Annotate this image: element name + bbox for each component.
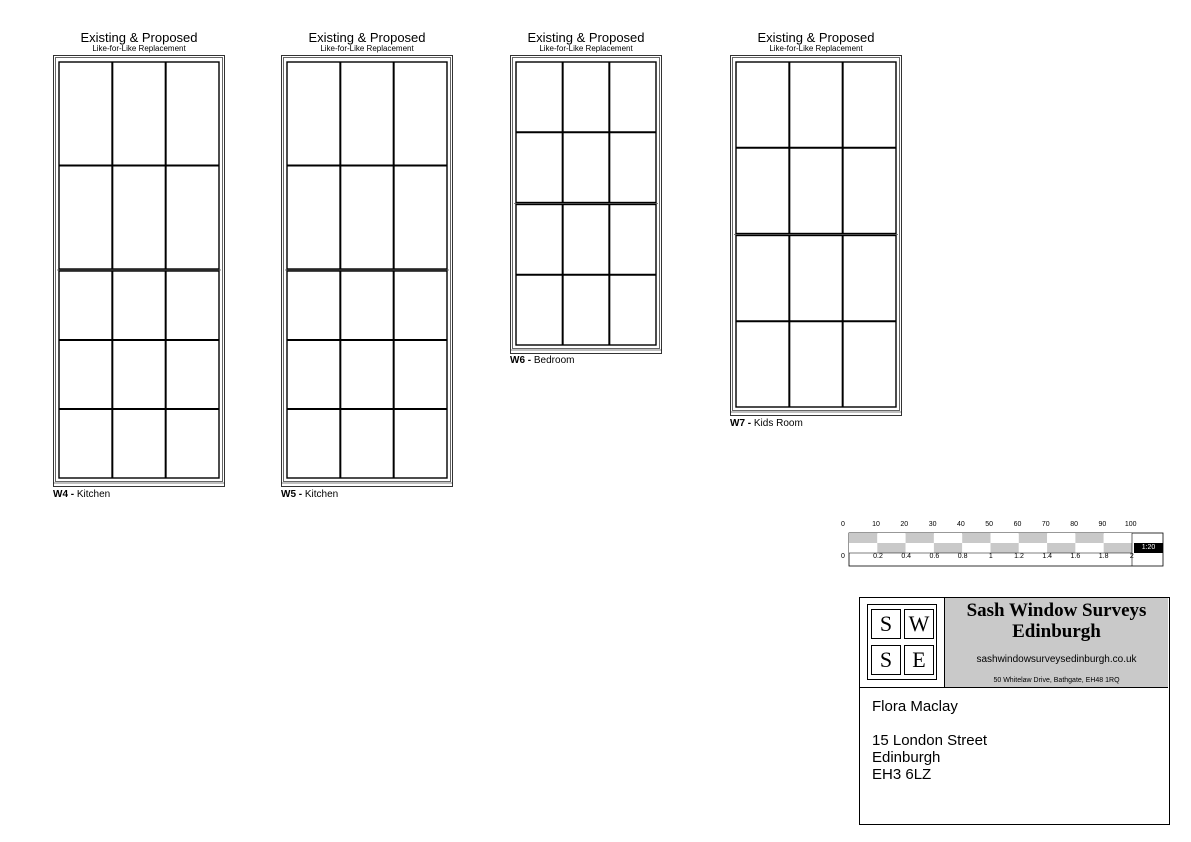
scale-bar-graphic xyxy=(838,518,1168,570)
scale-top-label: 40 xyxy=(956,521,965,528)
scale-bar-segment-bottom xyxy=(906,543,934,553)
scale-top-label: 100 xyxy=(1124,521,1137,528)
w6-room: Bedroom xyxy=(533,355,575,366)
client-address-line1: 15 London Street xyxy=(872,732,988,749)
scale-top-label: 80 xyxy=(1070,521,1078,528)
scale-top-label: 30 xyxy=(928,521,937,528)
scale-bar-segment-top xyxy=(1075,533,1103,543)
logo-cell-e: E xyxy=(904,645,934,675)
w7-id: W7 xyxy=(730,418,745,429)
scale-bottom-label: 1.8 xyxy=(1098,553,1109,560)
w4-subtitle-text: Like-for-Like Replacement xyxy=(92,44,186,53)
company-panel xyxy=(945,598,1168,687)
company-name xyxy=(945,600,1168,642)
scale-bar-segment-top xyxy=(906,533,934,543)
scale-bar-segment-bottom xyxy=(877,543,905,553)
w7-title xyxy=(730,31,902,53)
w7-subtitle-text: Like-for-Like Replacement xyxy=(769,44,863,53)
w6-subtitle-text: Like-for-Like Replacement xyxy=(539,44,633,53)
scale-bar-segment-top xyxy=(1104,533,1132,543)
title-block xyxy=(859,597,1170,825)
scale-bar-segment-top xyxy=(962,533,990,543)
w4-title-text: Existing & Proposed xyxy=(80,30,198,45)
w6-elevation-drawing xyxy=(510,55,662,354)
logo-cell-s1: S xyxy=(871,609,901,639)
company-name-line1: Sash Window Surveys xyxy=(966,600,1147,621)
company-name-line2: Edinburgh xyxy=(1012,621,1101,642)
w5-id: W5 xyxy=(281,489,296,500)
scale-ratio: 1:20 xyxy=(1141,544,1156,551)
w4-lower-sash-frame xyxy=(59,271,219,478)
scale-bar-segment-bottom xyxy=(1047,543,1075,553)
scale-bar-segment-top xyxy=(991,533,1019,543)
w5-lower-sash-frame xyxy=(287,271,447,478)
w4-id: W4 xyxy=(53,489,68,500)
scale-bar-segment-bottom xyxy=(991,543,1019,553)
scale-bar-segment-bottom xyxy=(934,543,962,553)
client-spacer xyxy=(872,715,987,732)
w6-label: W6 - Bedroom xyxy=(510,355,575,366)
w7-label: W7 - Kids Room xyxy=(730,418,803,429)
w4-elevation-drawing xyxy=(53,55,225,487)
scale-top-label: 10 xyxy=(872,521,880,528)
scale-bar-segment-bottom xyxy=(1104,543,1132,553)
logo-cell-w: W xyxy=(904,609,934,639)
w4-label: W4 - Kitchen xyxy=(53,489,111,500)
scale-bar-segment-top xyxy=(934,533,962,543)
scale-bar-segment-bottom xyxy=(1019,543,1047,553)
scale-bar-segment-top xyxy=(877,533,905,543)
logo-cell-s2: S xyxy=(871,645,901,675)
scale-bottom-label: 1 xyxy=(988,553,993,560)
scale-bar-segment-top xyxy=(1019,533,1047,543)
scale-bar-segment-bottom xyxy=(962,543,990,553)
w5-title xyxy=(281,31,453,53)
scale-bottom-label: 1.2 xyxy=(1014,553,1024,560)
scale-bottom-label: 1.4 xyxy=(1042,553,1053,560)
scale-bar-segment-bottom xyxy=(849,543,877,553)
scale-bottom-label: 2 xyxy=(1129,553,1134,560)
w5-label: W5 - Kitchen xyxy=(281,489,339,500)
scale-top-label: 50 xyxy=(985,521,994,528)
swse-logo xyxy=(860,598,945,687)
client-name: Flora Maclay xyxy=(872,698,958,715)
w4-title xyxy=(53,31,225,53)
w5-elevation-drawing xyxy=(281,55,453,487)
w6-id: W6 xyxy=(510,355,525,366)
scale-bottom-label: 0.2 xyxy=(873,553,883,560)
client-details xyxy=(872,698,987,783)
w5-title-text: Existing & Proposed xyxy=(308,30,426,45)
client-address-line2: Edinburgh xyxy=(872,749,941,766)
scale-bottom-label: 0.8 xyxy=(957,553,968,560)
w5-subtitle-text: Like-for-Like Replacement xyxy=(320,44,414,53)
scale-bottom-label: 0.6 xyxy=(929,553,940,560)
title-block-header xyxy=(860,598,1168,688)
scale-bar-segment-top xyxy=(849,533,877,543)
scale-top-label: 90 xyxy=(1098,521,1107,528)
w4-room: Kitchen xyxy=(76,489,111,500)
scale-top-label: 20 xyxy=(900,521,909,528)
scale-bar-segment-top xyxy=(1047,533,1075,543)
scale-bar-segment-bottom xyxy=(1075,543,1103,553)
scale-top-label: 70 xyxy=(1041,521,1050,528)
scale-bottom-label: 0.4 xyxy=(901,553,912,560)
w6-title-text: Existing & Proposed xyxy=(527,30,645,45)
scale-top-label: 60 xyxy=(1013,521,1022,528)
scale-ratio-badge xyxy=(1134,543,1163,553)
scale-bottom-label: 1.6 xyxy=(1070,553,1081,560)
scale-bottom-label: 0 xyxy=(841,553,845,560)
w7-title-text: Existing & Proposed xyxy=(757,30,875,45)
w7-elevation-drawing xyxy=(730,55,902,416)
scale-top-label: 0 xyxy=(841,521,845,528)
client-address-line3: EH3 6LZ xyxy=(872,766,932,783)
company-address: 50 Whitelaw Drive, Bathgate, EH48 1RQ xyxy=(993,677,1120,684)
w6-title xyxy=(510,31,662,53)
w7-room: Kids Room xyxy=(753,418,803,429)
company-website: sashwindowsurveysedinburgh.co.uk xyxy=(976,654,1137,665)
w5-room: Kitchen xyxy=(304,489,339,500)
